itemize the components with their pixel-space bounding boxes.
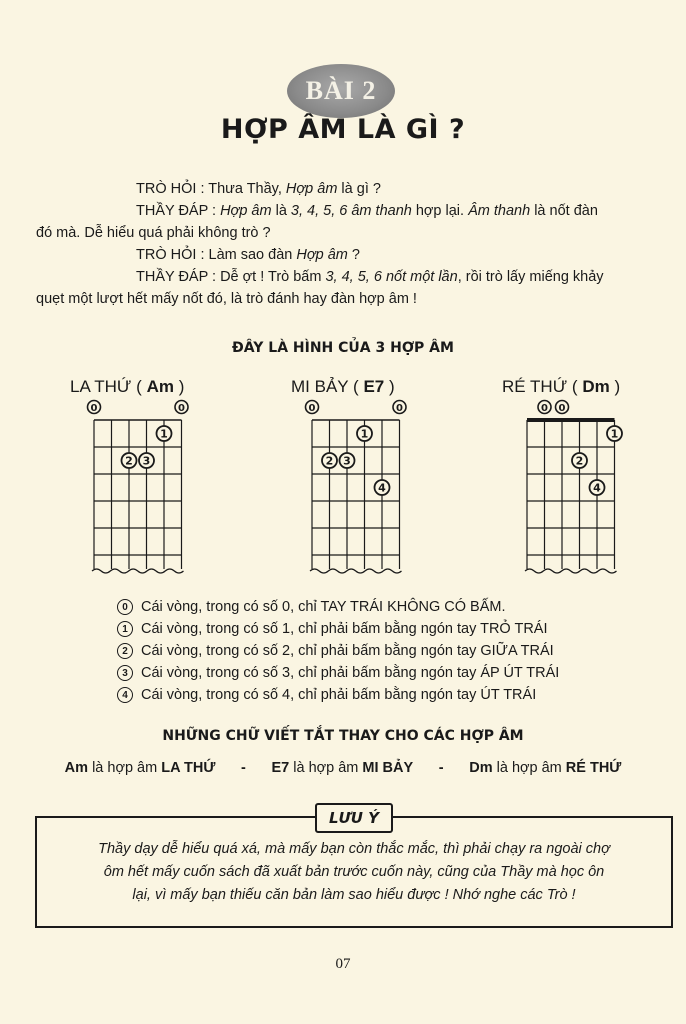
chord-symbol: E7 [271,760,290,776]
abbr-line [0,760,686,776]
dialogue-line [36,266,656,288]
page-title: HỢP ÂM LÀ GÌ ? [220,114,466,145]
legend-text: Cái vòng, trong có số 2, chỉ phải bấm bằng ngón tay GIỮA TRÁI [141,643,554,659]
text-italic: Âm thanh [468,203,531,219]
text-italic: Hợp âm [296,247,348,263]
text: THẦY ĐÁP : [136,203,221,219]
legend-item [117,684,637,706]
separator: - [241,760,246,776]
finger-marker [375,480,390,495]
text: là hợp âm [289,760,363,776]
text-italic: 3, 4, 5, 6 âm thanh [290,203,412,219]
text-italic: Hợp âm [220,203,272,219]
text-italic: Hợp âm [285,181,338,197]
chord-symbol: E7 [363,377,385,396]
finger-legend [117,596,637,706]
fretboard-cut [310,569,402,573]
legend-text: Cái vòng, trong có số 4, chỉ phải bấm bằng ngón tay ÚT TRÁI [141,687,537,703]
open-string-label: 0 [178,402,185,414]
finger-label: 2 [575,454,584,468]
text: , rồi trò lấy miếng khảy [457,269,604,285]
open-string-marker [306,401,319,414]
chord-name-dm [502,377,620,397]
text: là hợp âm [88,760,162,776]
lesson-badge [287,64,395,118]
legend-text: Cái vòng, trong có số 0, chỉ TAY TRÁI KHÔNG CÓ BẤM. [141,599,506,615]
finger-label: 3 [343,454,351,468]
open-string-label: 0 [308,402,316,414]
note-text [50,838,658,907]
finger-label: 2 [325,454,334,468]
fretboard-cut [525,569,617,573]
finger-marker [157,426,172,441]
dialogue-line: quẹt một lượt hết mấy nốt đó, là trò đánh hay đàn hợp âm ! [36,291,417,307]
text: MI BẢY ( [291,377,364,396]
legend-text: Cái vòng, trong có số 3, chỉ phải bấm bằng ngón tay ÁP ÚT TRÁI [141,665,560,681]
text: hợp lại. [411,203,469,219]
chord-name: LA THỨ [161,760,216,776]
text: là nốt đàn [530,203,598,219]
dialogue-line [36,178,656,200]
chord-symbol: Am [64,760,89,776]
finger-marker [139,453,154,468]
note-line: Thầy dạy dễ hiểu quá xá, mà mấy bạn còn thắc mắc, thì phải chạy ra ngoài chợ [98,841,610,857]
dialogue-line [36,244,656,266]
open-string-label: 0 [541,402,548,414]
finger-label: 4 [378,481,386,495]
chord-symbol: Dm [582,377,610,396]
legend-item [117,640,637,662]
text: là gì ? [337,181,381,197]
text: ? [347,247,360,263]
finger-label: 1 [160,427,168,441]
legend-item [117,618,637,640]
dialogue-paragraph [36,178,656,310]
open-string-label: 0 [558,402,566,414]
open-string-marker [175,401,188,414]
dialogue-line: đó mà. Dễ hiểu quá phải không trò ? [36,225,271,241]
text: là hợp âm [492,760,566,776]
chord-name: MI BẢY [362,760,414,776]
text: THẦY ĐÁP : Dễ ợt ! Trò bấm [136,269,326,285]
text: ) [384,377,395,396]
text: là [271,203,291,219]
text: ) [609,377,621,396]
note-line: lại, vì mấy bạn thiếu căn bản làm sao hiểu được ! Nhớ nghe các Trò ! [132,887,576,903]
legend-text: Cái vòng, trong có số 1, chỉ phải bấm bằng ngón tay TRỎ TRÁI [141,621,548,637]
fretboard-cut [92,569,184,573]
finger-marker [572,453,587,468]
text: LA THỨ ( [70,377,147,396]
note-line: ôm hết mấy cuốn sách đã xuất bản trước cuốn này, cũng của Thầy mà học ôn [103,864,605,880]
legend-item [117,596,637,618]
text-italic: 3, 4, 5, 6 nốt một lần [325,269,458,285]
chord-diagram-am [86,396,206,586]
finger-marker [340,453,355,468]
finger-marker [322,453,337,468]
finger-label: 1 [360,427,369,441]
finger-marker [607,426,622,441]
finger-marker [590,480,605,495]
open-string-label: 0 [90,402,98,414]
legend-item [117,662,637,684]
open-string-marker [556,401,569,414]
chord-symbol: Am [146,377,174,396]
finger-label: 1 [610,427,619,441]
text: ) [173,377,185,396]
open-string-marker [393,401,406,414]
text: TRÒ HỎI : Thưa Thầy, [136,181,286,197]
finger-marker [357,426,372,441]
finger-circle-icon: 3 [117,665,133,681]
dialogue-line [36,200,656,222]
finger-label: 4 [593,481,601,495]
finger-marker [122,453,137,468]
chord-symbol: Dm [469,760,493,776]
chord-diagram-dm [519,396,639,586]
open-string-marker [88,401,101,414]
note-label: LƯU Ý [315,803,393,833]
abbr-heading: NHỮNG CHỮ VIẾT TẮT THAY CHO CÁC HỢP ÂM [162,728,524,744]
chord-name: RÉ THỨ [565,760,622,776]
chord-name-am [70,377,184,397]
finger-label: 2 [125,454,133,468]
finger-circle-icon: 4 [117,687,133,703]
finger-label: 3 [142,454,151,468]
open-string-marker [538,401,551,414]
chords-heading: ĐÂY LÀ HÌNH CỦA 3 HỢP ÂM [232,340,454,356]
lesson-badge-label: BÀI 2 [305,76,377,105]
separator: - [438,760,444,776]
finger-circle-icon: 1 [117,621,133,637]
finger-circle-icon: 0 [117,599,133,615]
finger-circle-icon: 2 [117,643,133,659]
chord-name-e7 [291,377,395,397]
text: TRÒ HỎI : Làm sao đàn [136,247,297,263]
text: RÉ THỨ ( [502,377,583,396]
chord-diagram-e7 [304,396,424,586]
open-string-label: 0 [396,402,403,414]
page-number: 07 [335,956,351,972]
